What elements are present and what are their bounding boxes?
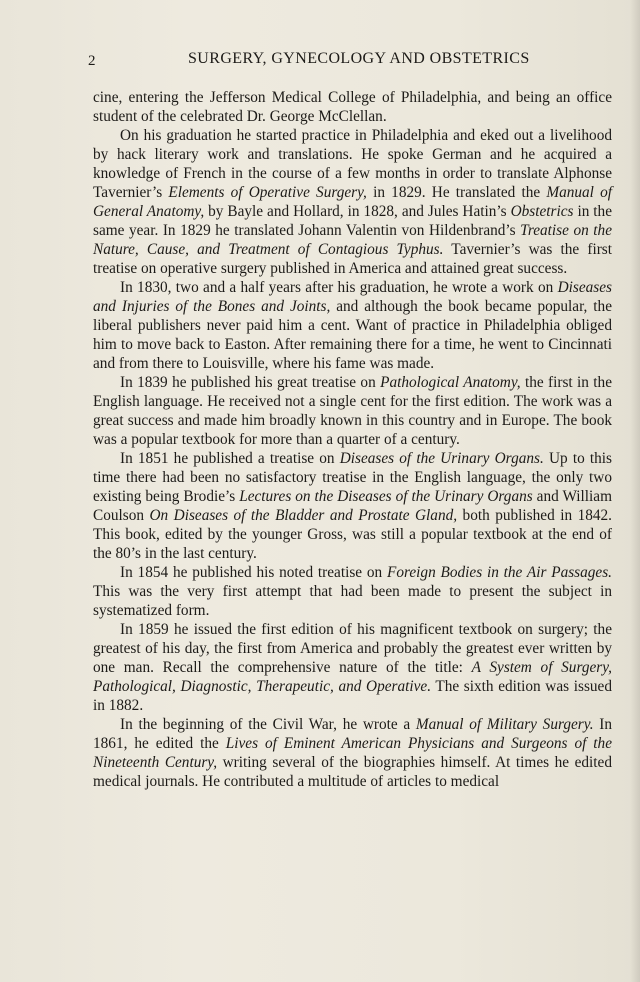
paragraph	[93, 373, 612, 449]
italic-title-text: Foreign Bodies in the Air Passages.	[387, 564, 612, 581]
paragraph	[93, 563, 612, 620]
paragraph-text: writing several of the biographies himself. At times he edited medical journals. He contributed a multitude of articles to medical	[93, 754, 612, 790]
italic-title-text: Lives of Eminent American Physicians and Surgeons of the Nineteenth Century,	[93, 735, 612, 771]
italic-title-text: Pathological Anatomy,	[380, 374, 521, 391]
paragraph-text: In 1854 he published his noted treatise on	[120, 564, 387, 581]
paragraph-text: by Bayle and Hollard, in 1828, and Jules Hatin’s	[204, 203, 511, 220]
paragraph-text: and although the book became popular, the liberal publishers never paid him a cent. Want of practice in Philadelphia obliged him to move back to Easton. After remaining there for a time, he went to Cincinnati and from there to Louisville, where his fame was made.	[93, 298, 612, 372]
paragraph-text: In the beginning of the Civil War, he wrote a	[120, 716, 416, 733]
paragraph-text: in the same year. In 1829 he translated Johann Valentin von Hildenbrand’s	[93, 203, 612, 239]
paragraph-text: the first in the English language. He received not a single cent for the first edition. The work was a great success and made him broadly known in this country and in Europe. The book was a popular textbook for more than a quarter of a century.	[93, 374, 612, 448]
italic-title-text: Treatise on the Nature, Cause, and Treatment of Contagious Typhus.	[93, 222, 612, 258]
italic-title-text: Diseases and Injuries of the Bones and Joints,	[93, 279, 612, 315]
paragraph-text: The sixth edition was issued in 1882.	[93, 678, 612, 714]
paragraph-text: In 1861, he edited the	[93, 716, 612, 752]
paragraph	[93, 88, 612, 126]
paragraph-text: In 1839 he published his great treatise on	[120, 374, 381, 391]
paragraph-text: in 1829. He translated the	[366, 184, 547, 201]
italic-title-text: Diseases of the Urinary Organs.	[339, 450, 544, 467]
page-number: 2	[88, 53, 96, 69]
paragraph-text: In 1830, two and a half years after his graduation, he wrote a work on	[120, 279, 558, 296]
italic-title-text: Lectures on the Diseases of the Urinary Organs	[239, 488, 533, 505]
paragraph-text: cine, entering the Jefferson Medical College of Philadelphia, and being an office student of the celebrated Dr. George McClellan.	[93, 89, 612, 125]
page-header	[88, 50, 612, 72]
italic-title-text: A System of Surgery, Pathological, Diagnostic, Therapeutic, and Operative.	[93, 659, 612, 695]
italic-title-text: Manual of Military Surgery.	[415, 716, 594, 733]
paragraph	[93, 126, 612, 278]
paragraph	[93, 620, 612, 715]
paragraph	[93, 715, 612, 791]
running-head: SURGERY, GYNECOLOGY AND OBSTETRICS	[188, 50, 530, 67]
paragraph-text: This was the very first attempt that had been made to present the subject in systematized form.	[93, 583, 612, 619]
italic-title-text: Elements of Operative Surgery,	[168, 184, 367, 201]
italic-title-text: On Diseases of the Bladder and Prostate Gland,	[149, 507, 458, 524]
paragraph	[93, 449, 612, 563]
body-text	[93, 88, 612, 791]
paragraph-text: Up to this time there had been no satisfactory treatise in the English language, the only two existing being Brodie’s	[93, 450, 612, 505]
paragraph-text: both published in 1842. This book, edited by the younger Gross, was still a popular textbook at the end of the 80’s in the last century.	[93, 507, 612, 562]
paragraph-text: Tavernier’s was the first treatise on operative surgery published in America and attained great success.	[93, 241, 612, 277]
page-edge-shadow	[630, 0, 640, 982]
paragraph	[93, 278, 612, 373]
paragraph-text: On his graduation he started practice in Philadelphia and eked out a livelihood by hack literary work and translations. He spoke German and he acquired a knowledge of French in the course of a few months in order to translate Alphonse Tavernier’s	[93, 127, 612, 201]
paragraph-text: In 1859 he issued the first edition of his magnificent textbook on surgery; the greatest of his day, the first from America and probably the greatest ever written by one man. Recall the comprehensive nature of the title:	[93, 621, 612, 676]
paragraph-text: In 1851 he published a treatise on	[120, 450, 340, 467]
italic-title-text: Obstetrics	[510, 203, 574, 220]
paragraph-text: and William Coulson	[93, 488, 612, 524]
italic-title-text: Manual of General Anatomy,	[93, 184, 613, 220]
